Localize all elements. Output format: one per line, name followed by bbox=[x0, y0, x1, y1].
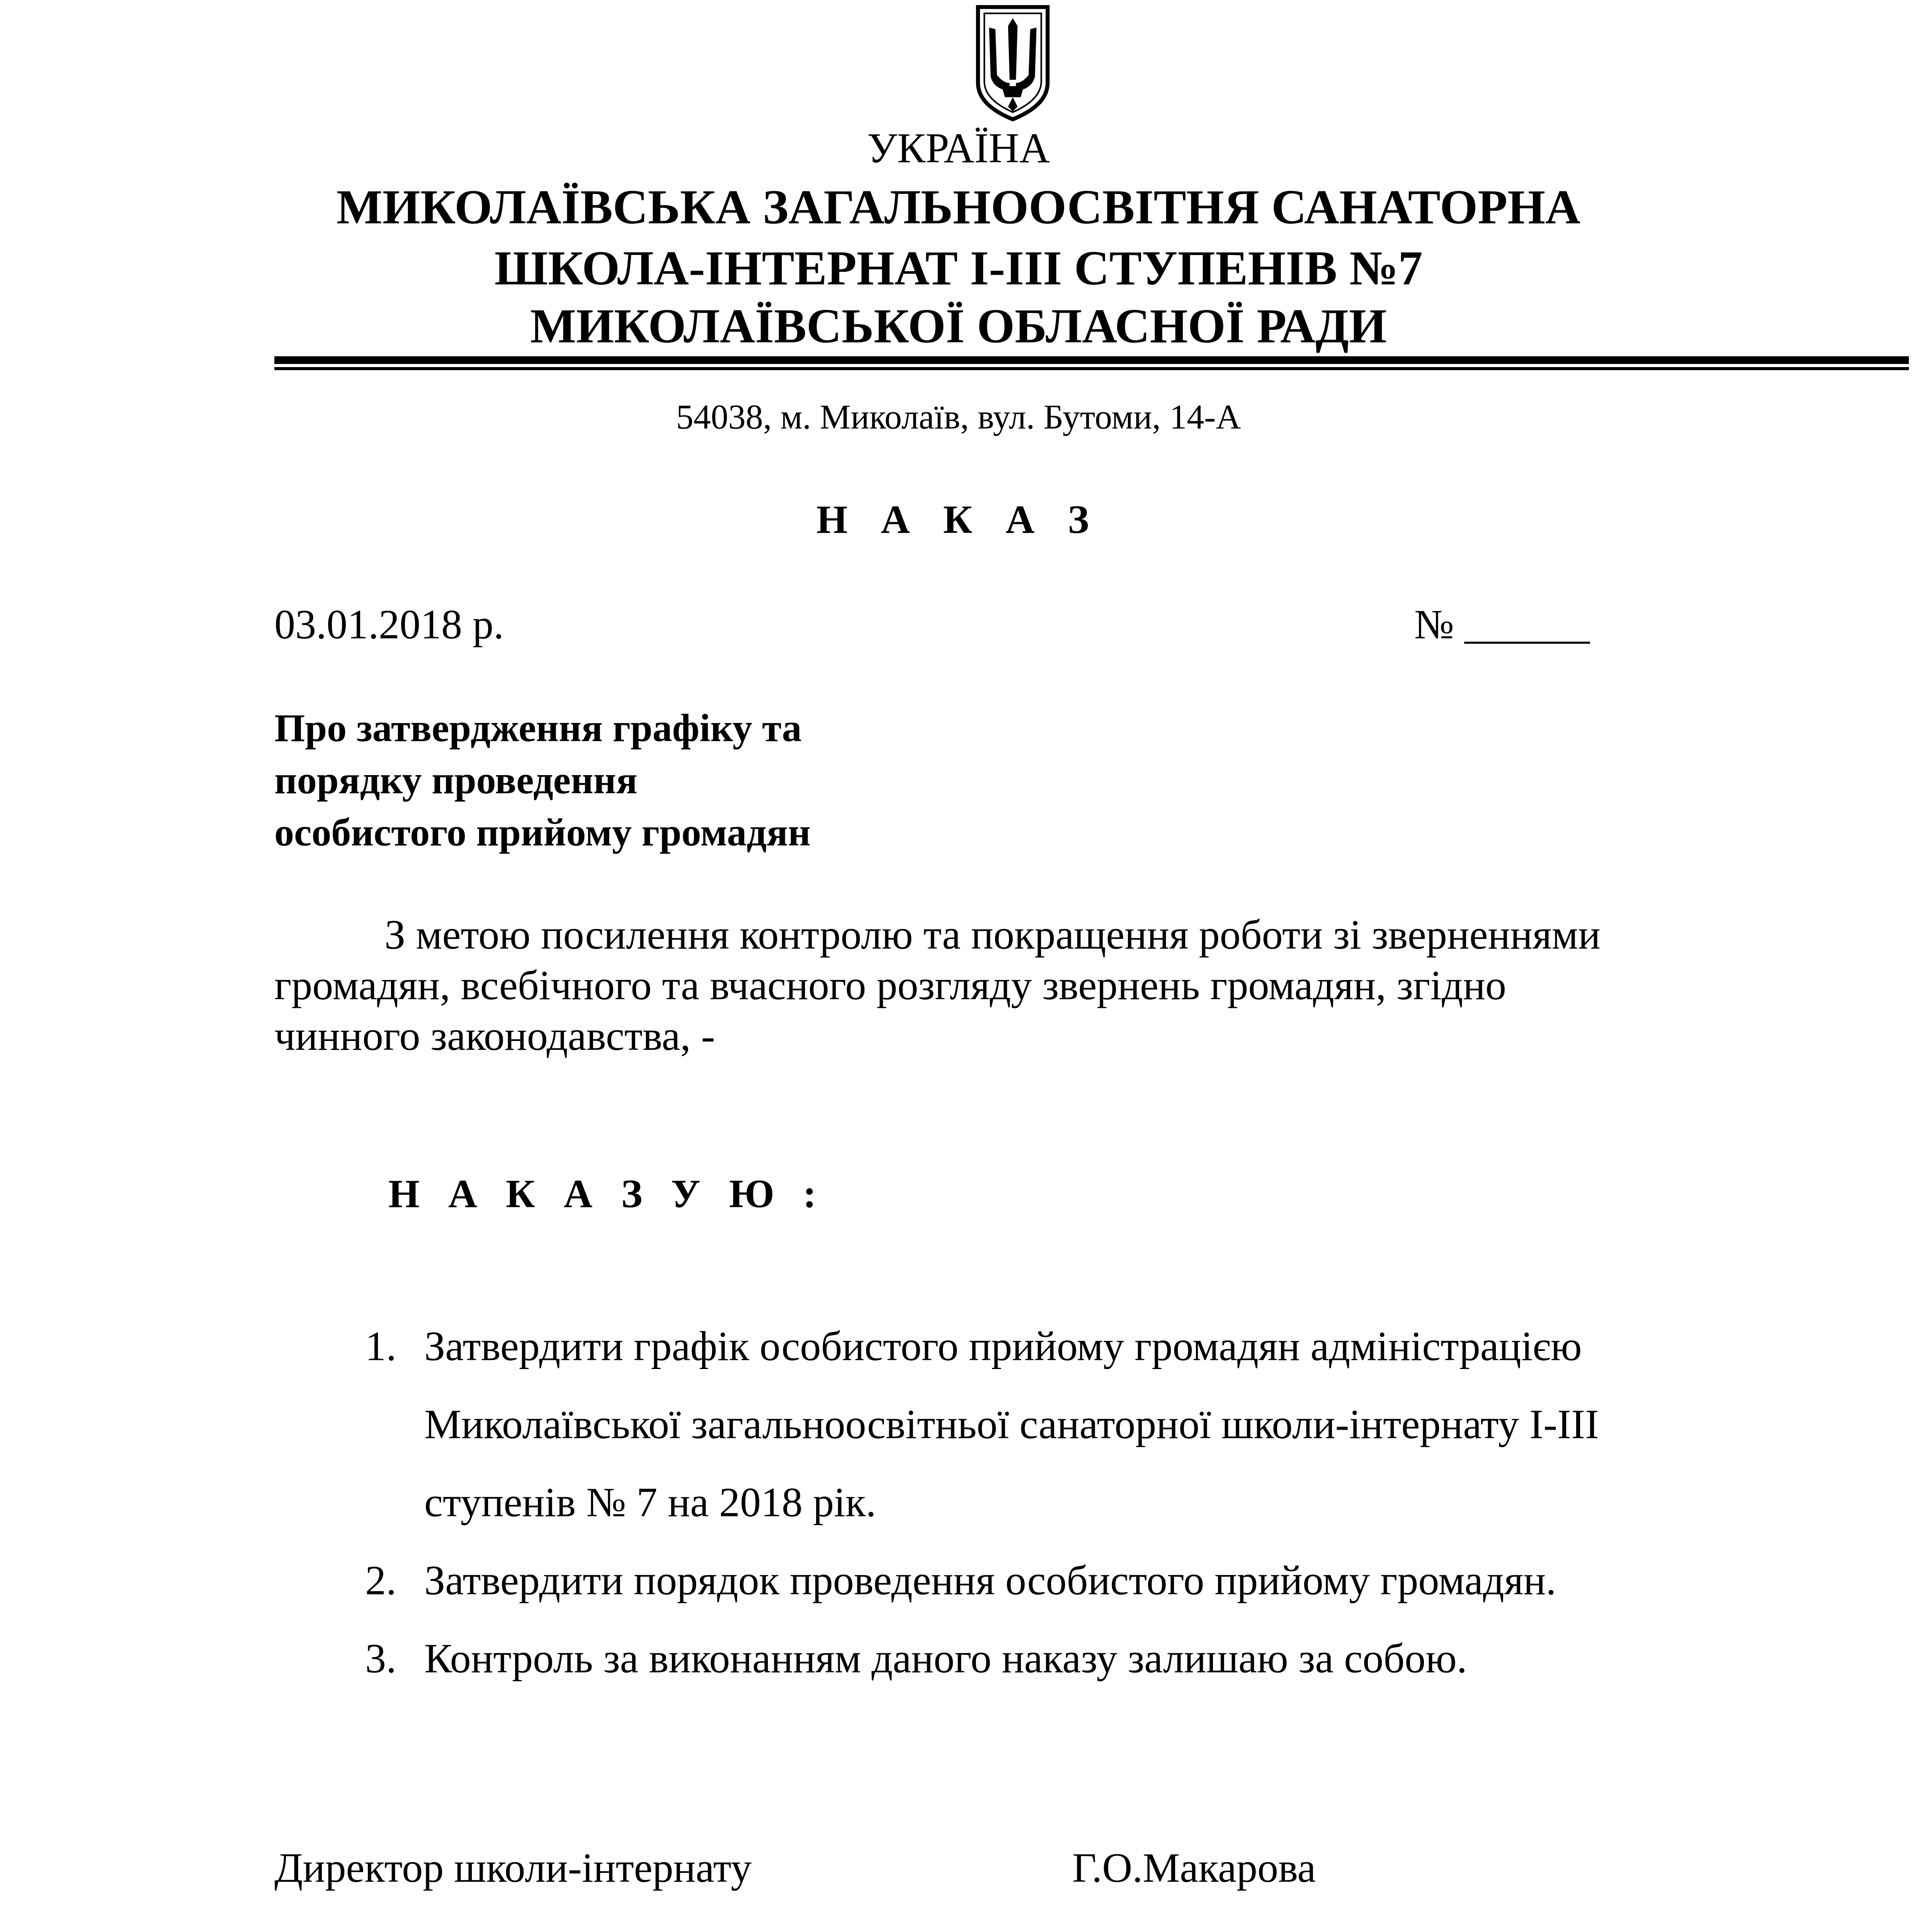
signatory-position: Директор школи-інтернату bbox=[274, 1845, 752, 1891]
list-item-text: ступенів № 7 на 2018 рік. bbox=[424, 1480, 876, 1526]
list-item-text: Миколаївської загальноосвітньої санаторної школи-інтернату І-ІІІ bbox=[424, 1401, 1599, 1447]
header-divider-thick bbox=[274, 356, 1909, 364]
list-item-number: 3. bbox=[365, 1636, 396, 1682]
preamble-line: З метою посилення контролю та покращення роботи зі зверненнями bbox=[384, 912, 1601, 958]
list-item-text: Затвердити порядок проведення особистого прийому громадян. bbox=[424, 1558, 1556, 1604]
subject-line: порядку проведення bbox=[274, 759, 638, 802]
header-divider-thin bbox=[274, 367, 1909, 370]
subject-line: особистого прийому громадян bbox=[274, 811, 811, 854]
org-name-line-2: ШКОЛА-ІНТЕРНАТ І-ІІІ СТУПЕНІВ №7 bbox=[494, 242, 1423, 295]
org-address: 54038, м. Миколаїв, вул. Бутоми, 14-А bbox=[676, 398, 1241, 436]
signatory-name: Г.О.Макарова bbox=[1072, 1845, 1316, 1891]
document-number: № ______ bbox=[1414, 602, 1590, 648]
list-item-text: Контроль за виконанням даного наказу залишаю за собою. bbox=[424, 1636, 1467, 1682]
preamble-line: громадян, всебічного та вчасного розгляду звернень громадян, згідно bbox=[274, 963, 1507, 1009]
ukraine-trident-icon bbox=[973, 4, 1053, 122]
country-name: УКРАЇНА bbox=[867, 124, 1050, 172]
list-item-text: Затвердити графік особистого прийому громадян адміністрацією bbox=[424, 1323, 1582, 1369]
document-date: 03.01.2018 р. bbox=[274, 602, 504, 648]
org-name-line-1: МИКОЛАЇВСЬКА ЗАГАЛЬНООСВІТНЯ САНАТОРНА bbox=[336, 180, 1581, 234]
document-type-title: Н А К А З bbox=[816, 497, 1101, 542]
list-item-number: 2. bbox=[365, 1558, 396, 1604]
org-name-line-3: МИКОЛАЇВСЬКОЇ ОБЛАСНОЇ РАДИ bbox=[530, 299, 1387, 353]
order-heading: Н А К А З У Ю : bbox=[388, 1172, 826, 1216]
list-item-number: 1. bbox=[365, 1323, 396, 1369]
preamble-line: чинного законодавства, - bbox=[274, 1013, 715, 1059]
subject-line: Про затвердження графіку та bbox=[274, 706, 802, 750]
